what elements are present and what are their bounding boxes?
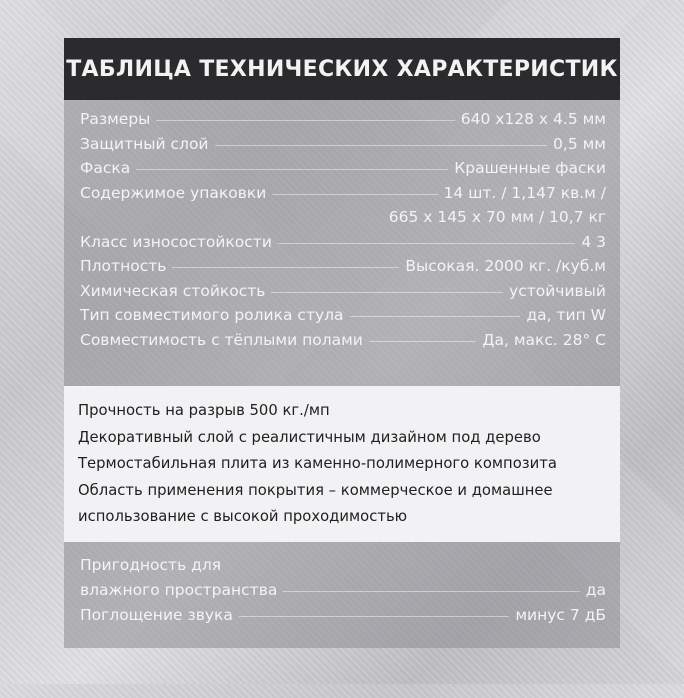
spec-value: устойчивый [509,281,606,300]
dotted-leader [271,292,503,293]
spec-list [80,110,606,355]
spec-label: Содержимое упаковки [80,183,267,202]
spec-row [80,556,606,581]
spec-row [80,233,606,258]
spec-row [80,110,606,135]
dotted-leader [283,591,579,592]
spec-label: Пригодность для [80,556,222,574]
feature-line: Термостабильная плита из каменно-полимерного композита [78,455,557,472]
spec-value: 665 х 145 х 70 мм / 10,7 кг [388,208,606,226]
spec-label: Класс износостойкости [80,232,272,251]
spec-row [80,135,606,160]
spec-row [80,184,606,209]
dotted-leader [350,316,521,317]
dotted-leader [215,145,548,146]
spec-value: минус 7 дБ [515,606,606,624]
spec-label: Совместимость с тёплыми полами [80,330,363,349]
title-bar [64,38,620,100]
feature-line: использование с высокой проходимостью [78,508,408,525]
spec-row-continued [80,208,606,233]
spec-value: Высокая. 2000 кг. /куб.м [405,257,606,275]
dotted-leader [272,194,437,195]
dotted-leader [369,341,477,342]
spec-value: Да, макс. 28° С [482,330,606,349]
spec-value: да [585,581,606,599]
spec-label: Поглощение звука [80,606,233,624]
feature-line: Декоративный слой с реалистичным дизайном под дерево [78,428,541,446]
feature-line: Прочность на разрыв 500 кг./мп [78,402,330,419]
dotted-leader [278,243,575,244]
spec-row [80,306,606,331]
dotted-leader [239,616,509,617]
spec-label: Размеры [80,110,151,128]
spec-value: Крашенные фаски [454,159,606,177]
spec-value: да, тип W [526,306,606,324]
features-list [78,398,608,531]
spec-row [80,606,606,631]
page-title: ТАБЛИЦА ТЕХНИЧЕСКИХ ХАРАКТЕРИСТИК [66,56,618,82]
spec-label: Защитный слой [80,134,209,153]
feature-line: Область применения покрытия – коммерческое и домашнее [78,481,553,499]
spec-value: 640 х128 х 4.5 мм [460,110,606,128]
spec-value: 4 3 [581,232,606,251]
spec-label: влажного пространства [80,581,278,599]
dotted-leader [172,267,399,268]
spec-label: Фаска [80,159,131,177]
spec-row [80,331,606,356]
spec-value: 0,5 мм [553,134,606,153]
dotted-leader [136,169,448,170]
spec-label: Плотность [80,257,167,275]
spec-value: 14 шт. / 1,147 кв.м / [443,183,606,202]
spec-row [80,257,606,282]
bottom-spec-list [80,556,606,631]
spec-label: Тип совместимого ролика стула [80,306,344,324]
spec-label: Химическая стойкость [80,281,266,300]
spec-row [80,159,606,184]
spec-row [80,581,606,606]
spec-row [80,282,606,307]
dotted-leader [156,120,454,121]
